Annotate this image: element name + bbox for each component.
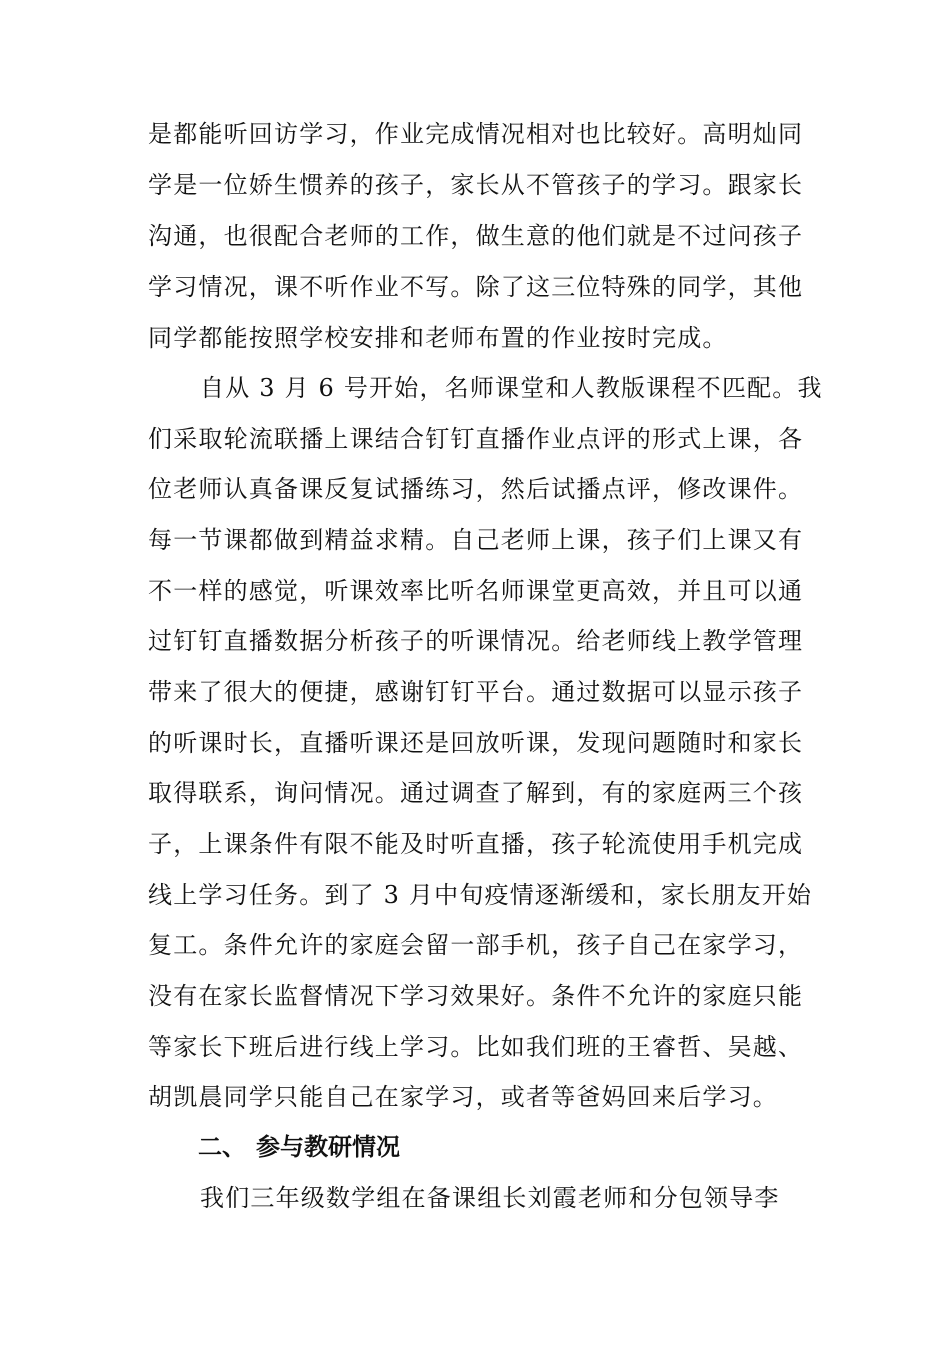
text-line: 没有在家长监督情况下学习效果好。条件不允许的家庭只能 bbox=[148, 982, 804, 1010]
text-line: 过钉钉直播数据分析孩子的听课情况。给老师线上教学管理 bbox=[148, 627, 804, 655]
text-line: 的听课时长，直播听课还是回放听课，发现问题随时和家长 bbox=[148, 729, 804, 757]
section-title: 参与教研情况 bbox=[256, 1133, 400, 1161]
text-line: 学习情况，课不听作业不写。除了这三位特殊的同学，其他 bbox=[148, 273, 804, 301]
text-line: 子，上课条件有限不能及时听直播，孩子轮流使用手机完成 bbox=[148, 830, 804, 858]
text-line: 我们三年级数学组在备课组长刘霞老师和分包领导李 bbox=[200, 1184, 780, 1212]
text-line: 位老师认真备课反复试播练习，然后试播点评，修改课件。 bbox=[148, 475, 804, 503]
section-heading bbox=[198, 1132, 400, 1162]
text-line: 沟通，也很配合老师的工作，做生意的他们就是不过问孩子 bbox=[148, 222, 804, 250]
text-line: 胡凯晨同学只能自己在家学习，或者等爸妈回来后学习。 bbox=[148, 1083, 778, 1111]
section-number: 二、 bbox=[198, 1133, 246, 1161]
text-line: 学是一位娇生惯养的孩子，家长从不管孩子的学习。跟家长 bbox=[148, 171, 804, 199]
text-line: 每一节课都做到精益求精。自己老师上课，孩子们上课又有 bbox=[148, 526, 804, 554]
text-line: 不一样的感觉，听课效率比听名师课堂更高效，并且可以通 bbox=[148, 577, 804, 605]
text-line: 带来了很大的便捷，感谢钉钉平台。通过数据可以显示孩子 bbox=[148, 678, 804, 706]
text-line: 们采取轮流联播上课结合钉钉直播作业点评的形式上课，各 bbox=[148, 425, 804, 453]
text-line: 自从 3 月 6 号开始，名师课堂和人教版课程不匹配。我 bbox=[200, 374, 823, 402]
text-line: 复工。条件允许的家庭会留一部手机，孩子自己在家学习， bbox=[148, 931, 804, 959]
text-line: 等家长下班后进行线上学习。比如我们班的王睿哲、吴越、 bbox=[148, 1033, 804, 1061]
text-line: 线上学习任务。到了 3 月中旬疫情逐渐缓和，家长朋友开始 bbox=[148, 881, 813, 909]
text-line: 同学都能按照学校安排和老师布置的作业按时完成。 bbox=[148, 324, 728, 352]
text-line: 取得联系，询问情况。通过调查了解到，有的家庭两三个孩 bbox=[148, 779, 804, 807]
text-line: 是都能听回访学习，作业完成情况相对也比较好。高明灿同 bbox=[148, 120, 804, 148]
